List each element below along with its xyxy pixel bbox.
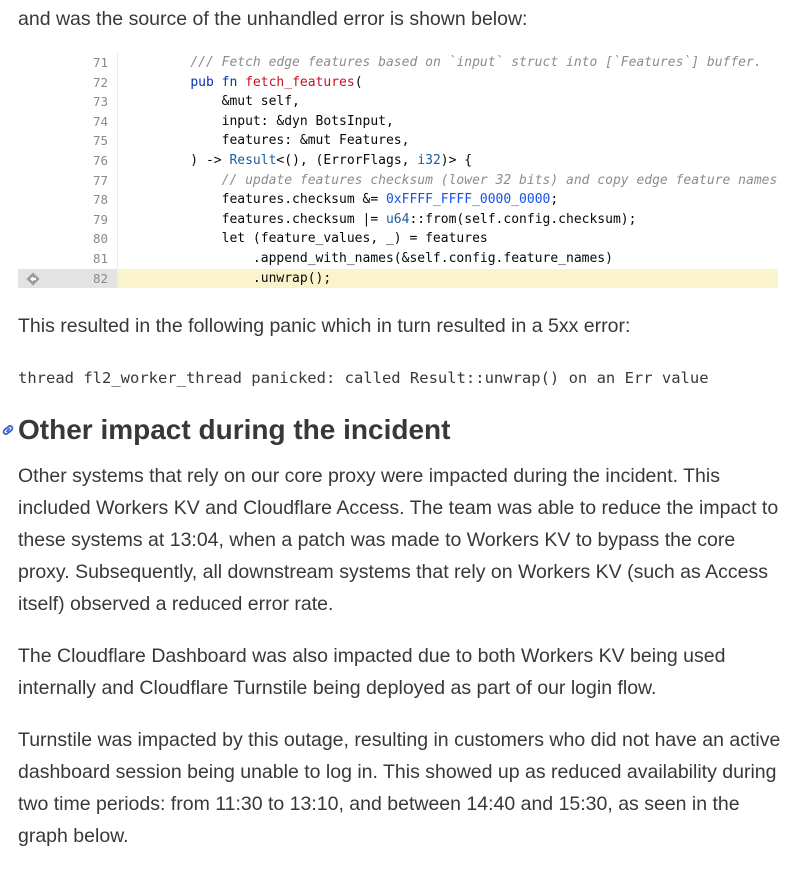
code-token: &mut self,: [159, 94, 300, 110]
code-text: [159, 73, 363, 93]
code-token: features.checksum &=: [159, 192, 386, 208]
gutter-separator: [117, 73, 118, 93]
code-token: // update features checksum (lower 32 bits) and copy edge feature names: [221, 172, 778, 188]
code-gutter: [18, 92, 118, 112]
code-gutter: [18, 151, 118, 171]
code-gutter: [18, 131, 118, 151]
code-token: /// Fetch edge features based on `input` struct into [`Features`] buffer.: [190, 55, 762, 70]
code-token: [159, 173, 222, 188]
code-token: fetch_features: [245, 74, 355, 90]
code-line: [18, 92, 778, 112]
gutter-separator: [117, 210, 118, 230]
line-number: 73: [92, 94, 108, 110]
code-token: 0xFFFF_FFFF_0000_0000: [385, 192, 551, 208]
code-token: ) ->: [159, 152, 230, 168]
paragraph-turnstile: Turnstile was impacted by this outage, resulting in customers who did not have an active dashboard session being unable to log in. This showed up as reduced availability during two time periods: from 11:30 to 13:10, and between 14:40 and 15:30, as seen in the graph below.: [18, 729, 781, 847]
code-gutter: [18, 229, 118, 249]
code-token: <(), (ErrorFlags,: [276, 152, 418, 168]
line-number: 78: [92, 192, 108, 208]
code-line: [18, 229, 778, 249]
line-number: 71: [92, 55, 108, 70]
code-token: i32: [417, 152, 441, 168]
code-text: [159, 229, 488, 249]
gutter-separator: [117, 229, 118, 249]
paragraph-other-systems: Other systems that rely on our core proxy were impacted during the incident. This included Workers KV and Cloudflare Access. The team was able to reduce the impact to these systems at 13:04, when a patch was made to Workers KV to bypass the core proxy. Subsequently, all downstream systems that rely on Workers KV (such as Access itself) observed a reduced error rate.: [18, 465, 779, 615]
code-line: [18, 269, 778, 289]
code-line: [18, 112, 778, 132]
code-text: [159, 249, 613, 269]
paragraph-dashboard: The Cloudflare Dashboard was also impacted due to both Workers KV being used internally and Cloudflare Turnstile being deployed as part of our login flow.: [18, 645, 726, 699]
code-token: ;: [550, 192, 559, 208]
code-gutter: [18, 53, 118, 73]
gutter-separator: [117, 92, 118, 112]
code-token: [159, 75, 190, 90]
code-text: [159, 269, 331, 289]
gutter-separator: [117, 53, 118, 73]
line-number: 81: [92, 250, 108, 266]
code-token: features.checksum |=: [159, 211, 386, 227]
code-line: [18, 171, 778, 191]
code-token: .append_with_names(&self.config.feature_names): [159, 250, 613, 266]
code-block: [18, 53, 778, 288]
code-token: input: &dyn BotsInput,: [159, 113, 394, 129]
code-token: .unwrap();: [159, 270, 332, 286]
code-text: [159, 92, 300, 112]
code-text: [159, 151, 472, 171]
line-number: 80: [92, 231, 108, 247]
panic-message: thread fl2_worker_thread panicked: called Result::unwrap() on an Err value: [18, 369, 709, 387]
code-token: u64: [385, 211, 410, 227]
gutter-separator: [117, 151, 118, 171]
code-token: )> {: [440, 152, 473, 168]
code-line: [18, 151, 778, 171]
gutter-separator: [117, 112, 118, 132]
code-gutter: [18, 249, 118, 269]
code-token: ::from(self.config.checksum);: [409, 211, 637, 227]
line-number: 77: [92, 172, 108, 188]
gutter-separator: [117, 269, 118, 289]
code-token: features: &mut Features,: [159, 133, 410, 149]
line-number: 74: [92, 113, 108, 129]
code-line: [18, 73, 778, 93]
code-line: [18, 249, 778, 269]
code-token: [159, 55, 190, 70]
code-text: [159, 112, 394, 132]
code-text: [159, 171, 777, 191]
line-number: 79: [92, 211, 108, 227]
gutter-separator: [117, 171, 118, 191]
code-line: [18, 190, 778, 210]
intro-text: and was the source of the unhandled error is shown below:: [18, 8, 528, 30]
line-number: 82: [92, 270, 108, 286]
code-gutter: [18, 190, 118, 210]
link-icon[interactable]: [0, 422, 16, 438]
code-gutter: [18, 73, 118, 93]
code-token: pub fn: [190, 74, 246, 90]
panic-intro-text: This resulted in the following panic which in turn resulted in a 5xx error:: [18, 315, 631, 337]
code-text: [159, 131, 409, 151]
code-token: Result: [229, 152, 277, 168]
code-text: [159, 190, 558, 210]
code-text: [159, 210, 636, 230]
gutter-separator: [117, 190, 118, 210]
code-token: let (feature_values, _) = features: [159, 231, 488, 247]
gutter-separator: [117, 249, 118, 269]
line-number: 75: [92, 133, 108, 149]
code-line: [18, 210, 778, 230]
code-gutter: [18, 210, 118, 230]
line-number: 76: [92, 152, 108, 168]
code-line: [18, 131, 778, 151]
code-line: [18, 53, 778, 73]
code-text: [159, 53, 762, 73]
line-number: 72: [92, 74, 108, 90]
code-gutter: [18, 269, 118, 289]
gutter-separator: [117, 131, 118, 151]
section-heading: Other impact during the incident: [18, 414, 451, 445]
code-gutter: [18, 171, 118, 191]
code-token: (: [354, 74, 363, 90]
code-gutter: [18, 112, 118, 132]
